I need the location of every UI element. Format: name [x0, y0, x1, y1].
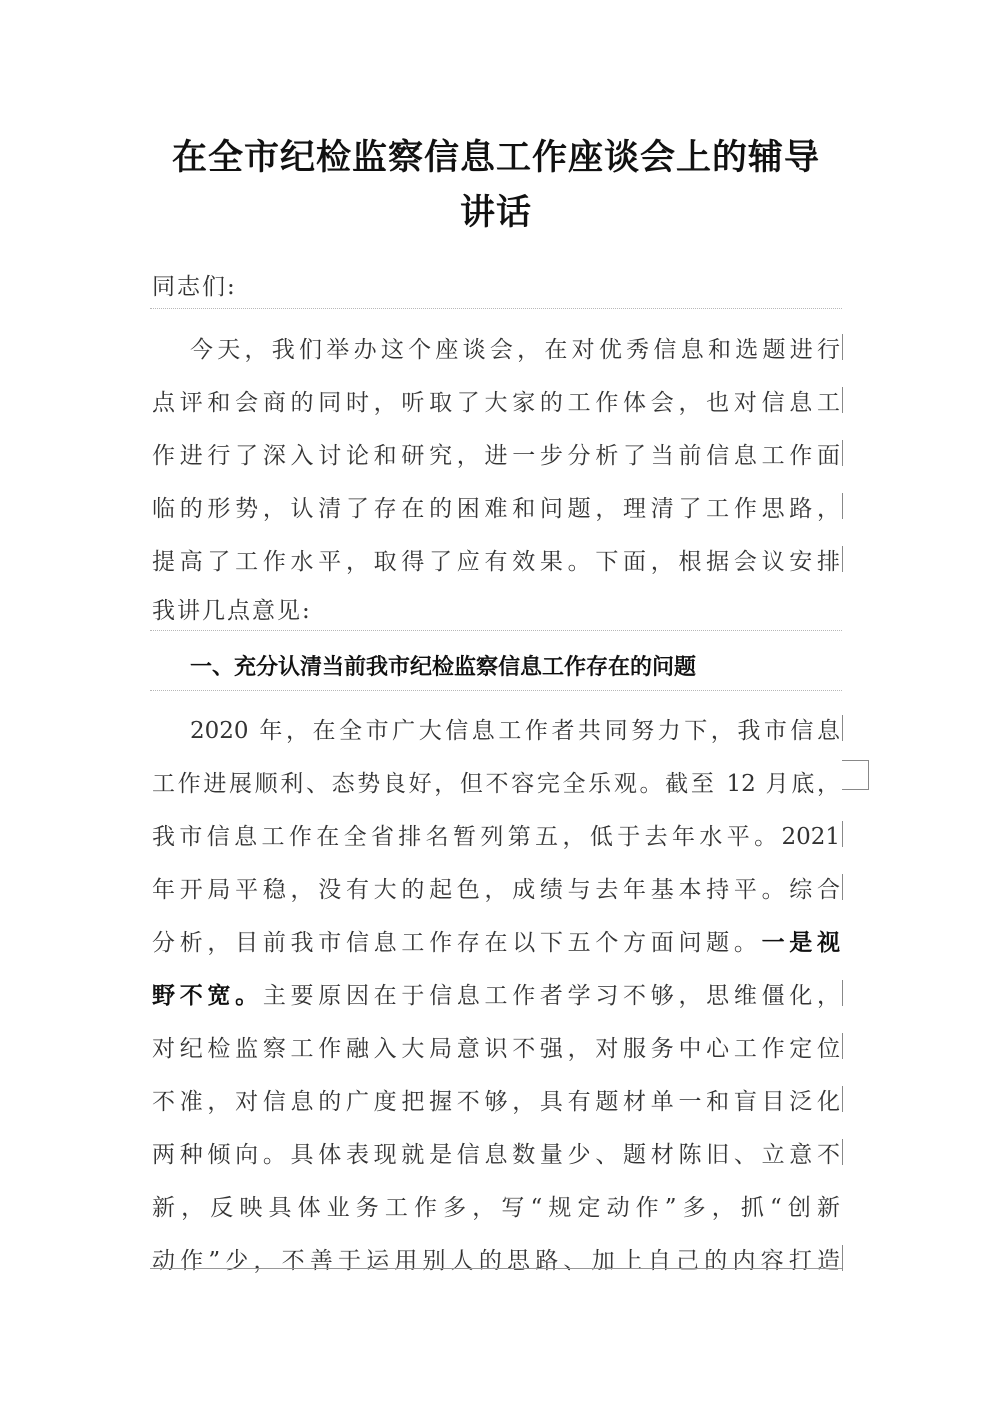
- paragraph-2-line-4: 年开局平稳，没有大的起色，成绩与去年基本持平。综合: [152, 877, 840, 903]
- analysis-text: 分析，目前我市信息工作存在以下五个方面问题。: [152, 930, 762, 956]
- paragraph-2-line-7: 对纪检监察工作融入大局意识不强，对服务中心工作定位: [152, 1036, 840, 1062]
- paragraph-1-line-5: 提高了工作水平，取得了应有效果。下面，根据会议安排: [152, 549, 840, 575]
- line-end-mark: [842, 1245, 843, 1271]
- line-end-mark: [842, 980, 843, 1006]
- paragraph-2-line-11: 动作”少，不善于运用别人的思路、加上自己的内容打造: [152, 1248, 840, 1274]
- separator: [150, 308, 842, 309]
- section-heading-1: 一、充分认清当前我市纪检监察信息工作存在的问题: [190, 655, 697, 680]
- line-end-mark: [842, 546, 843, 572]
- document-title-line-2: 讲话: [459, 192, 532, 233]
- page-bottom-rule: [150, 1268, 842, 1269]
- paragraph-2-line-1: 2020 年，在全市广大信息工作者共同努力下，我市信息: [190, 718, 840, 744]
- greeting: 同志们:: [152, 274, 237, 300]
- document-title-line-1: 在全市纪检监察信息工作座谈会上的辅导: [171, 137, 820, 178]
- paragraph-2-line-2: 工作进展顺利、态势良好，但不容完全乐观。截至 12 月底，: [152, 771, 840, 797]
- line-end-mark: [842, 874, 843, 900]
- line-end-mark: [842, 1139, 843, 1165]
- separator: [150, 630, 842, 631]
- point-one-label-cont: 野不宽。: [152, 982, 263, 1009]
- line-end-mark: [842, 821, 843, 847]
- paragraph-1-line-3: 作进行了深入讨论和研究，进一步分析了当前信息工作面: [152, 443, 840, 469]
- paragraph-2-line-3: 我市信息工作在全省排名暂列第五，低于去年水平。2021: [152, 824, 840, 850]
- paragraph-2-line-6: [152, 977, 840, 1010]
- line-end-mark: [842, 440, 843, 466]
- line-end-mark: [842, 387, 843, 413]
- paragraph-1-line-2: 点评和会商的同时，听取了大家的工作体会，也对信息工: [152, 390, 840, 416]
- paragraph-2-line-8: 不准，对信息的广度把握不够，具有题材单一和盲目泛化: [152, 1089, 840, 1115]
- paragraph-1-line-4: 临的形势，认清了存在的困难和问题，理清了工作思路，: [152, 496, 840, 522]
- margin-overflow-box: [842, 760, 869, 790]
- separator: [150, 690, 842, 691]
- line-end-mark: [842, 715, 843, 741]
- line-end-mark: [842, 334, 843, 360]
- paragraph-1-line-6: 我讲几点意见:: [152, 598, 312, 624]
- scope-text: 主要原因在于信息工作者学习不够，思维僵化，: [262, 983, 841, 1009]
- paragraph-2-line-9: 两种倾向。具体表现就是信息数量少、题材陈旧、立意不: [152, 1142, 840, 1168]
- paragraph-2-line-10: 新，反映具体业务工作多，写“规定动作”多，抓“创新: [152, 1195, 840, 1221]
- paragraph-1-line-1: 今天，我们举办这个座谈会，在对优秀信息和选题进行: [190, 337, 840, 363]
- line-end-mark: [842, 1086, 843, 1112]
- line-end-mark: [842, 1033, 843, 1059]
- point-one-label: 一是视: [761, 929, 841, 956]
- line-end-mark: [842, 493, 843, 519]
- paragraph-2-line-5: [152, 924, 840, 957]
